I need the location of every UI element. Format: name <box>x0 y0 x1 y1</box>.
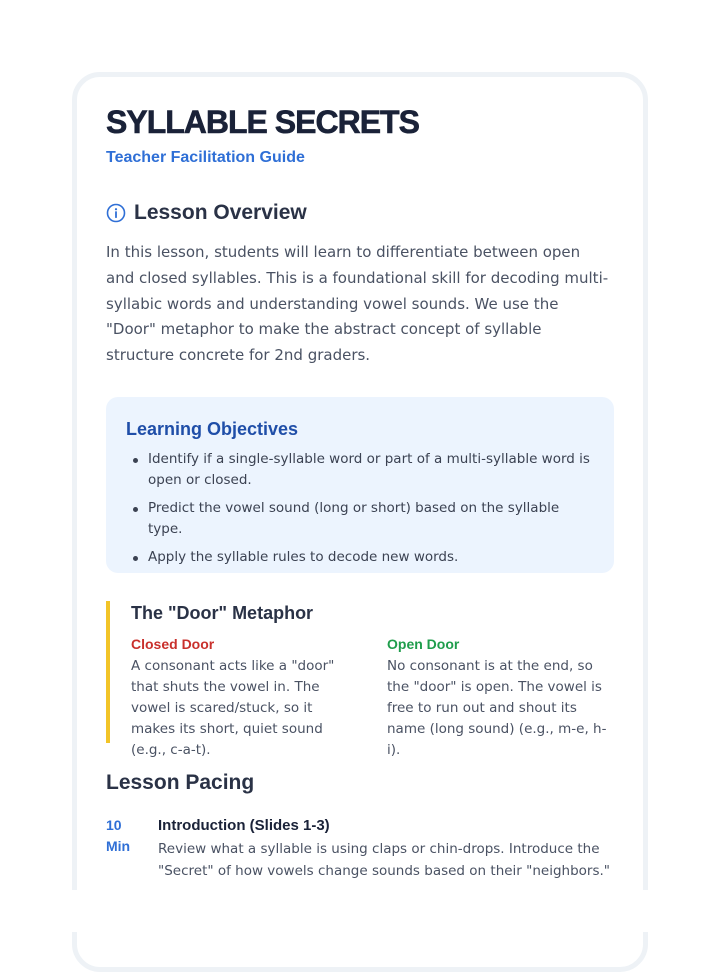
list-item: Identify if a single-syllable word or part of a multi-syllable word is open or closed. <box>148 449 594 491</box>
list-item: Predict the vowel sound (long or short) based on the syllable type. <box>148 498 594 540</box>
page-subtitle: Teacher Facilitation Guide <box>106 149 305 166</box>
closed-door-column <box>131 636 354 761</box>
door-metaphor-callout <box>106 601 614 758</box>
overview-header <box>106 201 307 225</box>
page-bottom-cutoff <box>0 890 720 932</box>
pacing-time-unit: Min <box>106 838 131 854</box>
overview-text: In this lesson, students will learn to differentiate between open and closed syllables. This is a foundational skill for decoding multi-syllabic words and understanding vowel sounds. We use the "Door" metaphor to make the abstract concept of syllable structure concrete for 2nd graders. <box>106 243 609 365</box>
open-door-label: Open Door <box>387 636 460 652</box>
info-icon <box>106 203 126 223</box>
open-door-text: No consonant is at the end, so the "door" is open. The vowel is free to run out and shout its name (long sound) (e.g., m-e, h-i). <box>387 658 607 758</box>
pacing-heading: Lesson Pacing <box>106 771 255 794</box>
list-item: Apply the syllable rules to decode new words. <box>148 547 594 568</box>
pacing-time-value: 10 <box>106 817 122 833</box>
objectives-list <box>126 449 594 568</box>
overview-heading: Lesson Overview <box>134 201 307 224</box>
closed-door-text: A consonant acts like a "door" that shuts the vowel in. The vowel is scared/stuck, so it makes its short, quiet sound (e.g., c-a-t). <box>131 658 335 758</box>
pacing-time <box>106 815 146 857</box>
closed-door-label: Closed Door <box>131 636 215 652</box>
pacing-text: Review what a syllable is using claps or chin-drops. Introduce the "Secret" of how vowels change sounds based on their "neighbors." <box>158 841 611 879</box>
learning-objectives-box <box>106 397 614 573</box>
metaphor-heading: The "Door" Metaphor <box>131 603 314 623</box>
open-door-column <box>387 636 610 761</box>
metaphor-columns <box>131 636 614 761</box>
page-title: SYLLABLE SECRETS <box>106 104 419 140</box>
pacing-body <box>158 815 614 882</box>
objectives-heading: Learning Objectives <box>126 419 299 439</box>
pacing-title: Introduction (Slides 1-3) <box>158 817 330 834</box>
